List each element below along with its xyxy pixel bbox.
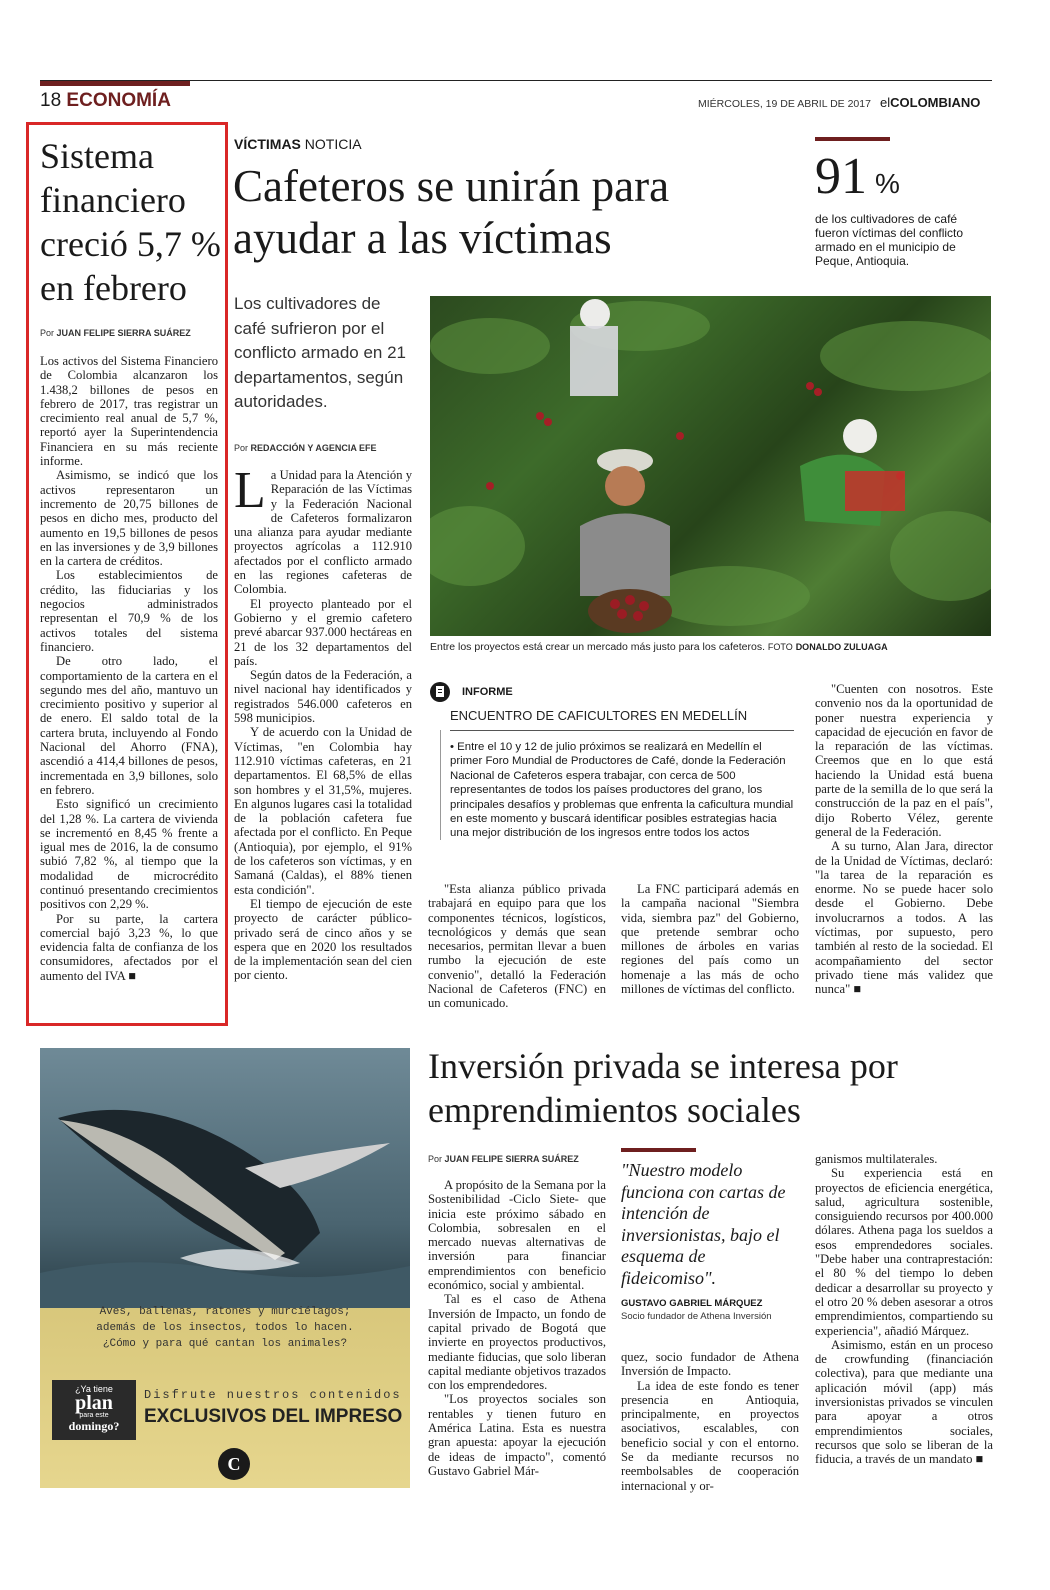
paragraph: "Cuenten con nosotros. Este convenio nos da la oportunidad de poner nuestra experiencia y capacidad de ejecución en favor de la reparación de las víctimas. Creemos que en lo que está haciendo la Unidad está buena parte de la semilla de lo que será la construcción de la paz en el país", dijo Roberto Vélez, gerente general de la Federación. <box>815 682 993 839</box>
paragraph: Según datos de la Federación, a nivel nacional hay identificados y registrados 546.000 cafeteros en 598 municipios. <box>234 668 412 726</box>
kicker-bold: VÍCTIMAS <box>234 136 301 152</box>
bottom-article-col3 <box>815 1152 993 1467</box>
paragraph: quez, socio fundador de Athena Inversión de Impacto. <box>621 1350 799 1379</box>
credit-label: FOTO <box>767 642 793 652</box>
coffee-harvest-photo <box>430 296 991 636</box>
paragraph: La FNC participará además en la campaña nacional "Siembra vida, siembra paz" del Gobierno, que pretende sembrar ocho millones de árboles en varias regiones del país como un homenaje a las más de ocho millones de víctimas del conflicto. <box>621 882 799 997</box>
main-article-col1 <box>234 462 413 983</box>
whale-illustration <box>40 1048 410 1308</box>
paragraph: Esto significó un crecimiento del 1,28 %. La cartera de vivienda se incrementó en 8,45 % frente a igual mes de 2016, la de consumo subió 7,82 %, al tiempo que la modalidad de microcrédito continuó presentando crecimientos positivos con 2,29 %. <box>40 797 218 912</box>
brand-prefix: el <box>880 95 891 110</box>
byline-author: JUAN FELIPE SIERRA SUÁREZ <box>56 328 191 338</box>
badge-bottom: domingo? <box>68 1419 120 1433</box>
newspaper-brand <box>880 95 980 110</box>
informe-body <box>450 740 794 841</box>
quote-role: Socio fundador de Athena Inversión <box>621 1311 772 1322</box>
issue-date: MIÉRCOLES, 19 DE ABRIL DE 2017 <box>698 98 871 110</box>
caption-text: Entre los proyectos está crear un mercado más justo para los cafeteros. <box>430 641 765 653</box>
informe-text: Entre el 10 y 12 de julio próximos se realizará en Medellín el primer Foro Mundial de Productores de Café, donde la Federación Nacional de Cafeteros espera trabajar, con cerca de 500 representantes de todos los países productores del grano, los principales desafíos y problemas que enfrenta la caficultura mundial en este momento y buscará identificar posibles estrategias hacia una mejor distribución de los ingresos entre todos los actos <box>450 741 794 840</box>
paragraph: El tiempo de ejecución de este proyecto de carácter público-privado será de cinco años y se espera que en 2020 los resultados de la implementación sean del cien por ciento. <box>234 896 412 983</box>
informe-divider <box>450 730 794 731</box>
pull-quote: "Nuestro modelo funciona con cartas de intención de inversionistas, bajo el esquema de fideicomiso". <box>621 1160 786 1288</box>
ad-line: Aves, ballenas, ratones y murciélagos; <box>99 1306 351 1318</box>
paragraph: Tal es el caso de Athena Inversión de Impacto, un fondo de capital privado de Bogotá que invierte en proyectos productivos, mediante fiducias, que solo liberan capital mediante objetivos trazados con los emprendedores. <box>428 1292 606 1393</box>
page-number: 18 <box>40 90 62 111</box>
document-icon <box>430 682 450 702</box>
main-article-subhead: Los cultivadores de café sufrieron por el conflicto armado en 21 departamentos, según autoridades. <box>234 294 406 411</box>
ad-copy <box>40 1304 410 1352</box>
main-article-col4 <box>815 682 993 997</box>
page-header-left <box>40 90 171 112</box>
brand-name: COLOMBIANO <box>890 95 981 110</box>
ad-line: además de los insectos, todos lo hacen. <box>96 1322 354 1334</box>
main-article-col2 <box>428 882 606 1011</box>
paragraph: Por su parte, la cartera comercial bajó 3,23 %, lo que evidencia falta de confianza de los consumidores, afectados por el aumento del IVA ■ <box>40 911 218 983</box>
main-article-col3 <box>621 882 799 996</box>
stat-unit: % <box>875 168 900 199</box>
byline-prefix: Por <box>234 443 249 453</box>
paragraph: A su turno, Alan Jara, director de la Unidad de Víctimas, declaró: "la tarea de la reparación es enorme. No se puede hacer solo desde el Gobierno. Debe involucrarnos a todos. A las víctimas, por supuesto, pero también al resto de la sociedad. El acompañamiento del sector privado tiene más validez que nunca" ■ <box>815 839 993 997</box>
bullet: • <box>450 741 458 753</box>
badge-top: ¿Ya tiene <box>75 1384 113 1394</box>
ad-line: ¿Cómo y para qué cantan los animales? <box>102 1338 348 1350</box>
byline-author: JUAN FELIPE SIERRA SUÁREZ <box>444 1154 579 1164</box>
paragraph: "Los proyectos sociales son rentables y tienen futuro en América Latina. Esta es nuestra gran apuesta: apoyar la ejecución de ideas de impacto", comentó Gustavo Gabriel Már- <box>428 1392 606 1478</box>
ad-cta-small: Disfrute nuestros contenidos <box>144 1388 402 1402</box>
bottom-article-byline <box>428 1154 579 1164</box>
informe-side-rule <box>440 730 441 840</box>
drop-cap: L <box>234 462 266 519</box>
paragraph: ganismos multilaterales. <box>815 1152 938 1166</box>
paragraph: El proyecto planteado por el Gobierno y el gremio cafetero prevé abarcar 937.000 hectáreas en 21 de los 32 departamentos del país. <box>234 596 412 668</box>
main-article-kicker <box>234 136 362 152</box>
paragraph: Asimismo, se indicó que los activos representaron un incremento de 20,75 billones de pesos en dicho mes, producto del aumento en 19,5 billones de pesos en las inversiones y de 3,9 billones en la cartera de créditos. <box>40 468 218 569</box>
left-article-byline <box>40 328 191 338</box>
photo-caption <box>430 641 888 653</box>
informe-icon <box>430 682 450 702</box>
section-name: ECONOMÍA <box>66 90 171 111</box>
paragraph: "Esta alianza público privada trabajará en equipo para que los componentes técnicos, logísticos, tecnológicos y demás que sean necesarios, permitan llevar a buen rumbo la ejecución de este convenio", detalló la Federación Nacional de Cafeteros (FNC) en un comunicado. <box>428 882 606 1011</box>
kicker-rest: NOTICIA <box>304 136 362 152</box>
advertisement[interactable] <box>40 1048 410 1488</box>
paragraph: Los activos del Sistema Financiero de Colombia alcanzaron los 1.438,2 billones de pesos en febrero de 2017, tras registrar un crecimiento real anual de 5,7 %, reportó ayer la Superintendencia Financiera en su más reciente informe. <box>40 354 218 469</box>
paragraph: La idea de este fondo es tener presencia en Antioquia, principalmente, en proyectos asociativos, escalables, con beneficio social y con el entorno. Se da mediante recursos no reembolsables de cooperación internacional y or- <box>621 1378 799 1493</box>
paragraph: Y de acuerdo con la Unidad de Víctimas, "en Colombia hay 112.910 víctimas cafeteras, en 21 departamentos. El 68,5% de ellas son hombres y el 31,5%, mujeres. En algunos lugares casi la totalidad de la población cafetera fue afectada por el conflicto. En Peque (Antioquia), por ejemplo, el 91% de los cafeteros son víctimas, y en Samaná (Caldas), el 88% tienen esta condición". <box>234 725 413 897</box>
informe-box <box>430 678 800 868</box>
quote-author: GUSTAVO GABRIEL MÁRQUEZ <box>621 1298 763 1309</box>
left-article-headline: Sistema financiero creció 5,7 % en febrero <box>40 136 221 308</box>
stat-accent-bar <box>815 137 890 141</box>
main-article-headline: Cafeteros se unirán para ayudar a las víctimas <box>233 161 670 263</box>
ad-cta-big: EXCLUSIVOS DEL IMPRESO <box>144 1406 403 1427</box>
bottom-article-col2 <box>621 1350 799 1493</box>
quote-accent-bar <box>621 1148 696 1152</box>
stat-value: 91 <box>815 148 867 205</box>
informe-label: INFORME <box>462 686 513 698</box>
badge-main: plan <box>75 1392 113 1414</box>
byline-prefix: Por <box>428 1154 443 1164</box>
photo-illustration <box>430 296 991 636</box>
bottom-article-col1 <box>428 1178 606 1478</box>
section-accent-bar <box>40 81 190 86</box>
paragraph: Asimismo, están en un proceso de crowfunding (financiación colectiva), para que mediante una aplicación móvil (app) más inversionistas privados se vinculen para apoyar a otros emprendimientos sociales, recursos que solo se liberan de la fiducia, a través de un mandato ■ <box>815 1337 993 1467</box>
paragraph: a Unidad para la Atención y Reparación de las Víctimas y la Federación Nacional de Cafeteros formalizaron una alianza para ayudar mediante proyectos agrícolas a 112.910 afectados por el conflicto armado en las regiones cafeteras de Colombia. <box>234 468 412 597</box>
ad-badge <box>52 1380 136 1440</box>
badge-sub: para este <box>79 1412 109 1419</box>
byline-author: REDACCIÓN Y AGENCIA EFE <box>250 443 377 453</box>
ad-logo: C <box>218 1448 250 1480</box>
paragraph: A propósito de la Semana por la Sostenibilidad -Ciclo Siete- que inicia este próximo sábado en Colombia, sobresalen en el mercado nuevas alternativas de inversión para financiar emprendimientos con beneficio económico, social y ambiental. <box>428 1178 606 1293</box>
stat-description: de los cultivadores de café fueron víctimas del conflicto armado en el municipio de Peque, Antioquia. <box>815 212 964 268</box>
paragraph: Su experiencia está en proyectos de eficiencia energética, salud, agricultura sostenible, consiguiendo recursos por 400.000 dólares. Athena paga los sueldos a esos emprendedores sociales. "Debe haber una contraprestación: el 80 % del tiempo lo deben dedicar a desarrollar su proyecto y el otro 20 % deben asesorar a otros emprendimientos, compartiendo su experiencia", añadió Márquez. <box>815 1166 993 1338</box>
stat-figure <box>815 148 900 213</box>
credit-name: DONALDO ZULUAGA <box>795 642 888 652</box>
main-article-byline <box>234 443 377 453</box>
left-article-body <box>40 354 218 983</box>
paragraph: De otro lado, el comportamiento de la cartera en el segundo mes del año, mantuvo un crecimiento positivo y superior al de enero. El saldo total de la cartera bruta, incluyendo al Fondo Nacional del Ahorro (FNA), ascendió a 414,4 billones de pesos, incrementada en 3,9 billones, solo en febrero. <box>40 654 218 797</box>
informe-title: ENCUENTRO DE CAFICULTORES EN MEDELLÍN <box>450 708 748 723</box>
paragraph: Los establecimientos de crédito, las fiduciarias y los negocios administrados representan el 70,9 % de los activos totales del sistema financiero. <box>40 568 218 654</box>
byline-prefix: Por <box>40 328 55 338</box>
bottom-article-headline: Inversión privada se interesa por emprendimientos sociales <box>428 1046 898 1130</box>
